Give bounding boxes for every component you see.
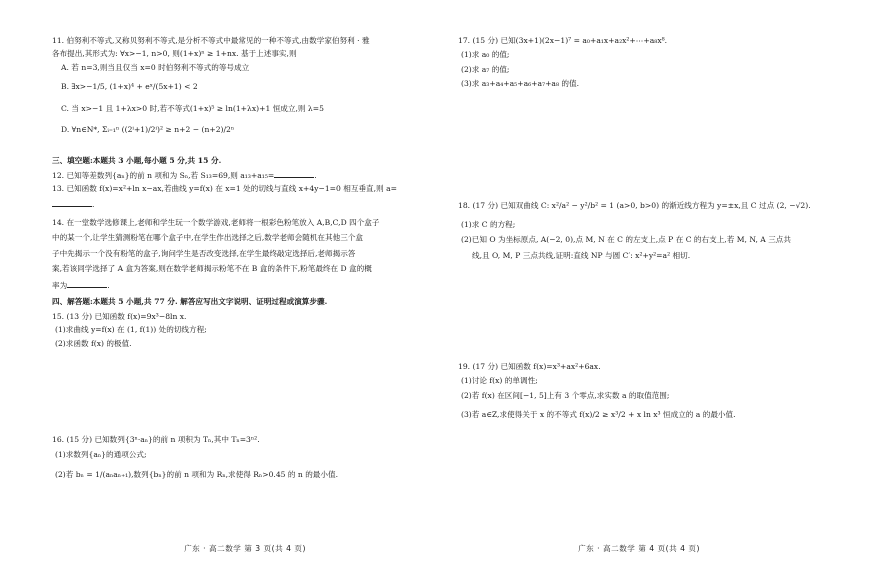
page-3-footer: 广东 · 高二数学 第 3 页(共 4 页) [184,544,306,553]
q19-stem: 19. (17 分) 已知函数 f(x)=x³+ax²+6ax. [458,362,601,371]
question-17 [458,36,820,89]
question-15 [52,312,438,348]
q11-stem-line-2: 各布提出,其形式为: ∀x>−1, n>0, 则(1+x)ⁿ ≥ 1+nx. 基于上述事实,则 [52,49,297,59]
q17-part-2: (2)求 a₇ 的值; [461,64,510,74]
q16-part-1: (1)求数列{aₙ}的通项公式; [55,450,147,460]
page-4-footer: 广东 · 高二数学 第 4 页(共 4 页) [578,544,700,553]
q15-part-2: (2)求函数 f(x) 的极值. [55,338,132,348]
section-3-heading: 三、填空题:本题共 3 小题,每小题 5 分,共 15 分. [52,156,222,165]
page-3 [52,0,438,578]
q16-stem: 16. (15 分) 已知数列{3ⁿ·aₙ}的前 n 项积为 Tₙ,其中 Tₙ=3ⁿ². [52,435,260,444]
q11-option-c: C. 当 x>−1 且 1+λx>0 时,若不等式(1+x)⁵ ≥ ln(1+λx)+1 恒成立,则 λ=5 [61,104,324,114]
q14-line-5: 率为 [52,280,68,290]
page-4 [458,0,820,578]
q12-text: 12. 已知等差数列{aₙ}的前 n 项和为 Sₙ,若 S₁₃=69,则 a₁₃+a₁₅= [52,171,275,180]
q18-part-2-line-1: (2)已知 O 为坐标原点, A(−2, 0),点 M, N 在 C 的左支上,点 P 在 C 的右支上,若 M, N, A 三点共 [461,235,791,245]
question-16 [52,435,438,485]
question-13 [52,184,438,210]
q17-part-3: (3)求 a₃+a₄+a₅+a₆+a₇+a₈ 的值. [461,79,580,89]
section-4-heading: 四、解答题:本题共 5 小题,共 77 分. 解答应写出文字说明、证明过程或演算步骤. [52,297,328,306]
q18-stem: 18. (17 分) 已知双曲线 C: x²/a² − y²/b² = 1 (a>0, b>0) 的渐近线方程为 y=±x,且 C 过点 (2, −√2). [458,201,811,211]
q11-option-a: A. 若 n=3,则当且仅当 x=0 时伯努利不等式的等号成立 [61,62,250,72]
q13-answer-blank[interactable] [52,199,95,210]
question-14: 14. 在一堂数学选修课上,老师和学生玩一个数学游戏,老师将一根彩色粉笔放入 A,B,C,D 四个盒子 中的某一个,让学生猜测粉笔在哪个盒子中,在学生作出选择之后,数学老师会随机在其他三个盒 子中先揭示一个没有粉笔的盒子,询问学生是否改变选择,在学生最终敲定选择后,老师揭示答 案,若该同学选择了 A 盒为答案,则在数学老师揭示粉笔不在 B 盒的条件下,粉笔最终在 D 盒的概 率为 . [52,218,438,290]
q14-answer-blank[interactable] [67,280,107,288]
q15-part-1: (1)求曲线 y=f(x) 在 (1, f(1)) 处的切线方程; [55,325,207,335]
q11-stem-line-1: 11. 伯努利不等式,又称贝努利不等式,是分析不等式中最常见的一种不等式,由数学家伯努利 · 雅 [52,36,370,45]
question-19 [458,362,820,424]
q13-tail: . [92,200,95,210]
q14-line-3: 子中先揭示一个没有粉笔的盒子,询问学生是否改变选择,在学生最终敲定选择后,老师揭示答 [52,248,356,258]
q15-stem: 15. (13 分) 已知函数 f(x)=9x³−8ln x. [52,312,187,321]
q14-line-1: 14. 在一堂数学选修课上,老师和学生玩一个数学游戏,老师将一根彩色粉笔放入 A,B,C,D 四个盒子 [52,218,380,227]
question-11 [52,36,438,140]
question-18 [458,196,820,260]
q19-part-2: (2)若 f(x) 在区间[−1, 5]上有 3 个零点,求实数 a 的取值范围; [461,390,670,400]
q17-part-1: (1)求 a₀ 的值; [461,50,510,60]
q18-part-1: (1)求 C 的方程; [461,220,516,229]
q11-option-d: D. ∀n∈N*, Σᵢ₌₁ⁿ ((2ⁱ+1)/2ⁱ)² ≥ n+2 − (n+2)/2ⁿ [61,125,235,135]
q17-stem: 17. (15 分) 已知(3x+1)(2x−1)⁷ = a₀+a₁x+a₂x²+⋯+a₈x⁸. [458,36,668,45]
q13-text: 13. 已知函数 f(x)=x²+ln x−ax,若曲线 y=f(x) 在 x=1 处的切线与直线 x+4y−1=0 相互垂直,则 a= [52,184,397,193]
q14-line-4: 案,若该同学选择了 A 盒为答案,则在数学老师揭示粉笔不在 B 盒的条件下,粉笔最终在 D 盒的概 [52,264,372,274]
q18-part-2-line-2: 线,且 O, M, P 三点共线,证明:直线 NP 与圆 C′: x²+y²=a² 相切. [472,250,691,260]
q12-answer-blank[interactable] [274,170,314,178]
q19-part-3: (3)若 a∈Z,求使得关于 x 的不等式 f(x)/2 ≥ x³/2 + x ln x³ 恒成立的 a 的最小值. [461,409,736,419]
q11-option-b: B. ∃x>−1/5, (1+x)⁴ + eˣ/(5x+1) < 2 [61,81,198,91]
q19-part-1: (1)讨论 f(x) 的单调性; [461,376,538,386]
q16-part-2: (2)若 bₙ = 1/(aₙaₙ₊₁),数列{bₙ}的前 n 项和为 Rₙ,求使得 Rₙ>0.45 的 n 的最小值. [55,470,339,480]
q14-line-2: 中的某一个,让学生猜测粉笔在哪个盒子中,在学生作出选择之后,数学老师会随机在其他三个盒 [52,233,363,243]
question-12: 12. 已知等差数列{aₙ}的前 n 项和为 Sₙ,若 S₁₃=69,则 a₁₃+a₁₅= . [52,171,317,180]
